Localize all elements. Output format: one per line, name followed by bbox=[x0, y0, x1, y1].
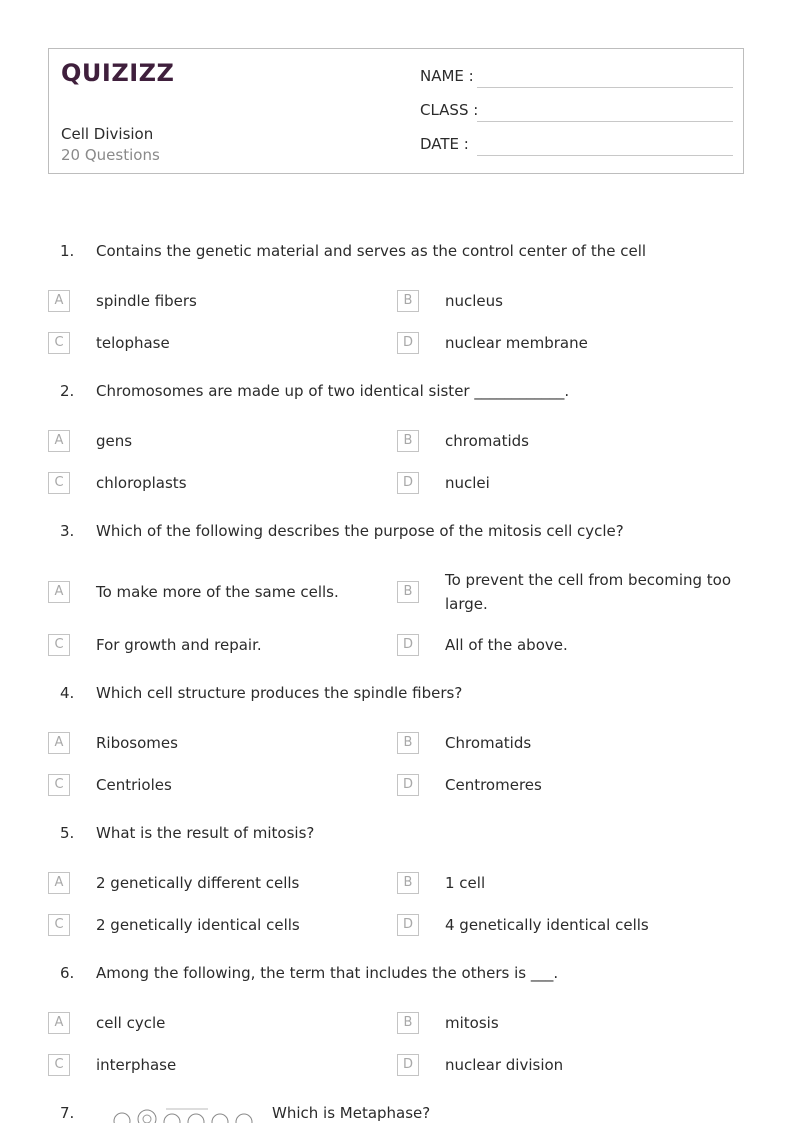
name-line bbox=[477, 87, 733, 88]
class-line bbox=[477, 121, 733, 122]
option-letter-box: B bbox=[397, 430, 419, 452]
question-number: 4. bbox=[60, 684, 75, 702]
question-number: 3. bbox=[60, 522, 75, 540]
option-text: For growth and repair. bbox=[96, 636, 262, 654]
option-letter-box: A bbox=[48, 872, 70, 894]
option-text: Centromeres bbox=[445, 776, 542, 794]
question-text: Among the following, the term that includes the others is ___. bbox=[96, 964, 559, 982]
option-letter-box: D bbox=[397, 634, 419, 656]
option-text: Centrioles bbox=[96, 776, 172, 794]
question-text: Contains the genetic material and serves as the control center of the cell bbox=[96, 242, 647, 260]
question-number: 6. bbox=[60, 964, 75, 982]
option-letter-box: B bbox=[397, 872, 419, 894]
option-text: All of the above. bbox=[445, 636, 568, 654]
option-letter-box: C bbox=[48, 634, 70, 656]
option-letter-box: D bbox=[397, 332, 419, 354]
option-text: Ribosomes bbox=[96, 734, 178, 752]
question-number: 7. bbox=[60, 1104, 75, 1122]
option-text: mitosis bbox=[445, 1014, 499, 1032]
option-text: 2 genetically different cells bbox=[96, 874, 300, 892]
quizizz-logo: QUIZIZZ bbox=[61, 59, 175, 87]
date-field bbox=[420, 135, 733, 159]
question-number: 5. bbox=[60, 824, 75, 842]
question-text: What is the result of mitosis? bbox=[96, 824, 315, 842]
question-text: Chromosomes are made up of two identical sister ____________. bbox=[96, 382, 570, 400]
question-text: Which cell structure produces the spindle fibers? bbox=[96, 684, 463, 702]
option-letter-box: C bbox=[48, 914, 70, 936]
option-letter-box: B bbox=[397, 732, 419, 754]
option-text: nuclear membrane bbox=[445, 334, 588, 352]
option-letter-box: C bbox=[48, 332, 70, 354]
option-letter-box: B bbox=[397, 290, 419, 312]
option-text: interphase bbox=[96, 1056, 177, 1074]
class-field bbox=[420, 101, 733, 125]
option-text: To prevent the cell from becoming too large. bbox=[445, 571, 732, 613]
option-letter-box: C bbox=[48, 472, 70, 494]
option-text: 1 cell bbox=[445, 874, 486, 892]
option-text: nuclear division bbox=[445, 1056, 564, 1074]
question-count: 20 Questions bbox=[61, 146, 160, 164]
option-text: nuclei bbox=[445, 474, 490, 492]
option-text: gens bbox=[96, 432, 133, 450]
question-number: 2. bbox=[60, 382, 75, 400]
option-text: cell cycle bbox=[96, 1014, 166, 1032]
option-text: chromatids bbox=[445, 432, 529, 450]
option-text: 4 genetically identical cells bbox=[445, 916, 649, 934]
option-text: spindle fibers bbox=[96, 292, 197, 310]
option-text: telophase bbox=[96, 334, 170, 352]
option-letter-box: D bbox=[397, 914, 419, 936]
worksheet-header bbox=[48, 48, 744, 174]
option-text: Chromatids bbox=[445, 734, 532, 752]
question-text: Which is Metaphase? bbox=[272, 1104, 431, 1122]
option-letter-box: A bbox=[48, 290, 70, 312]
option-letter-box: A bbox=[48, 430, 70, 452]
date-line bbox=[477, 155, 733, 156]
option-letter-box: A bbox=[48, 1012, 70, 1034]
option-letter-box: C bbox=[48, 774, 70, 796]
option-letter-box: B bbox=[397, 581, 419, 603]
cell-phases-image bbox=[110, 1104, 255, 1123]
option-text: nucleus bbox=[445, 292, 503, 310]
option-letter-box: B bbox=[397, 1012, 419, 1034]
name-field bbox=[420, 67, 733, 91]
option-letter-box: D bbox=[397, 774, 419, 796]
option-letter-box: D bbox=[397, 472, 419, 494]
option-letter-box: C bbox=[48, 1054, 70, 1076]
option-letter-box: A bbox=[48, 581, 70, 603]
option-letter-box: A bbox=[48, 732, 70, 754]
option-text: chloroplasts bbox=[96, 474, 187, 492]
question-number: 1. bbox=[60, 242, 75, 260]
option-text: 2 genetically identical cells bbox=[96, 916, 300, 934]
option-text: To make more of the same cells. bbox=[96, 583, 339, 601]
date-label: DATE : bbox=[420, 135, 469, 153]
question-text: Which of the following describes the purpose of the mitosis cell cycle? bbox=[96, 522, 624, 540]
cell-phases-illustration bbox=[110, 1104, 255, 1123]
class-label: CLASS : bbox=[420, 101, 479, 119]
worksheet-title: Cell Division bbox=[61, 125, 154, 143]
option-letter-box: D bbox=[397, 1054, 419, 1076]
name-label: NAME : bbox=[420, 67, 474, 85]
